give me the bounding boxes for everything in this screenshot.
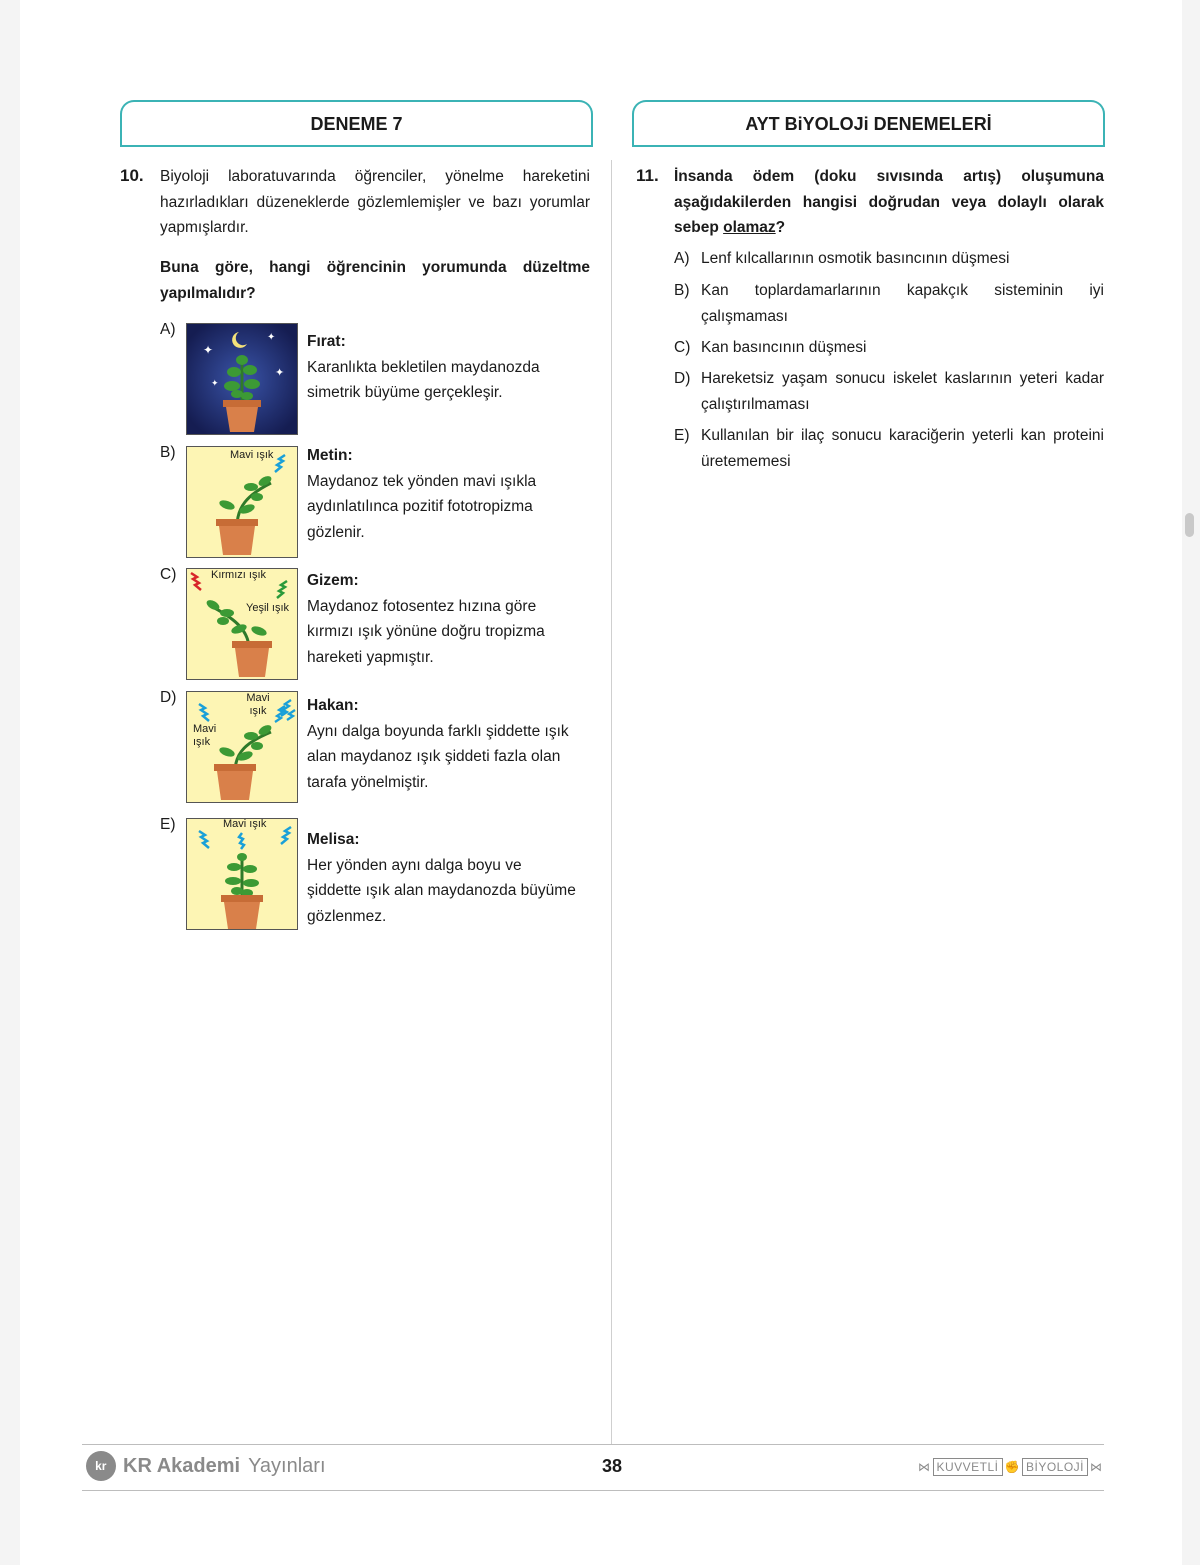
student-name: Fırat: [307,333,346,350]
q11-option-a[interactable]: A) Lenf kılcallarının osmotik basıncının düşmesi [674,250,1010,267]
q10-option-d-body [307,693,577,795]
left-light-ray-icon [199,704,209,721]
scrollbar-thumb[interactable] [1185,513,1194,537]
q11-option-e[interactable]: E) Kullanılan bir ilaç sonucu karaciğerin yeterli kan proteini üretememesi [674,427,1104,470]
dna-icon: ⋈ [1090,1460,1103,1474]
student-comment: Maydanoz fotosentez hızına göre kırmızı ışık yönüne doğru tropizma hareketi yapmıştır. [307,597,545,666]
svg-text:✦: ✦ [203,343,214,357]
q10-option-c-body [307,568,577,670]
light-label: Mavi ışık [223,818,267,830]
q10-option-a-body [307,329,577,406]
student-comment: Maydanoz tek yönden mavi ışıkla aydınlatılınca pozitif fototropizma gözlenir. [307,472,537,541]
green-light-ray-icon [277,581,287,598]
publisher-name: KR Akademi [123,1454,241,1477]
q11-question: İnsanda ödem (doku sıvısında artış) oluşumuna aşağıdakilerden hangisi doğrudan veya dolaylı olarak sebep olamaz? [674,168,1104,236]
header-left [120,100,593,147]
svg-text:✦: ✦ [275,367,285,379]
q11-option-d[interactable]: D) Hareketsiz yaşam sonucu iskelet kaslarının yeteri kadar çalıştırılmaması [674,370,1104,413]
column-divider [611,160,612,1445]
top-light-ray-icon [239,833,244,849]
q10-option-b-letter[interactable]: B) [160,444,176,461]
q10-option-e-body [307,827,577,929]
student-name: Hakan: [307,697,359,714]
q10-option-a-letter[interactable]: A) [160,321,176,338]
svg-text:✦: ✦ [267,332,276,343]
header-right-title: AYT BiYOLOJi DENEMELERİ [745,114,992,134]
q10-intro: Biyoloji laboratuvarında öğrenciler, yönelme hareketini hazırladıkları düzeneklerde gözlemlemişler ve bazı yorumlar yapmışlardır. [160,168,590,236]
all-direction-light-plant-illustration [187,819,297,929]
student-comment: Her yönden aynı dalga boyu ve şiddette ışık alan maydanozda büyüme gözlenmez. [307,856,576,925]
right-light-ray-icon [281,827,291,844]
q10-option-b-image [186,446,298,558]
student-name: Melisa: [307,831,360,848]
light-label: Mavi ışık [230,449,274,461]
left-light-label: Mavi ışık [193,723,217,748]
q10-option-c-letter[interactable]: C) [160,566,177,583]
blue-light-plant-illustration [187,447,297,557]
header-left-title: DENEME 7 [310,114,403,134]
svg-text:✦: ✦ [211,378,219,388]
publisher-suffix: Yayınları [248,1454,326,1477]
q10-number: 10. [120,166,144,185]
header-right [632,100,1105,147]
q10-option-d-letter[interactable]: D) [160,689,177,706]
night-plant-illustration [187,324,297,434]
right-light-label: Mavi ışık [246,692,270,717]
student-name: Metin: [307,447,353,464]
student-name: Gizem: [307,572,359,589]
q10-option-e-letter[interactable]: E) [160,816,176,833]
student-comment: Aynı dalga boyunda farklı şiddette ışık alan maydanoz ışık şiddeti fazla olan tarafa yönelmiştir. [307,722,569,791]
q10-question: Buna göre, hangi öğrencinin yorumunda düzeltme yapılmalıdır? [160,259,590,302]
left-light-ray-icon [199,831,209,848]
brand-right: BİYOLOJİ [1022,1458,1088,1476]
footer-top-rule [82,1444,1104,1445]
red-light-label: Kırmızı ışık [211,569,266,581]
q10-option-a-image [186,323,298,435]
negation-emphasis: olamaz [723,219,776,236]
series-brand [918,1458,1103,1476]
publisher-logo [86,1451,326,1481]
q10-option-b-body [307,443,577,545]
q11-number: 11. [636,166,659,185]
q11-option-c[interactable]: C) Kan basıncının düşmesi [674,339,867,356]
red-green-light-plant-illustration [187,569,297,679]
student-comment: Karanlıkta bekletilen maydanozda simetrik büyüme gerçekleşir. [307,358,540,401]
dna-icon: ⋈ [918,1460,931,1474]
footer-bottom-rule [82,1490,1104,1491]
kr-logo-icon: kr [80,1445,122,1487]
page-number: 38 [601,1456,623,1476]
fist-icon: ✊ [1004,1460,1020,1474]
right-light-rays-icon [275,700,295,722]
green-light-label: Yeşil ışık [246,602,290,614]
light-ray-icon [275,455,285,472]
q10-option-c-image [186,568,298,680]
brand-left: KUVVETLİ [933,1458,1003,1476]
red-light-ray-icon [191,573,201,590]
q11-option-b[interactable]: B) Kan toplardamarlarının kapakçık sisteminin iyi çalışmaması [674,282,1104,325]
q10-option-e-image [186,818,298,930]
